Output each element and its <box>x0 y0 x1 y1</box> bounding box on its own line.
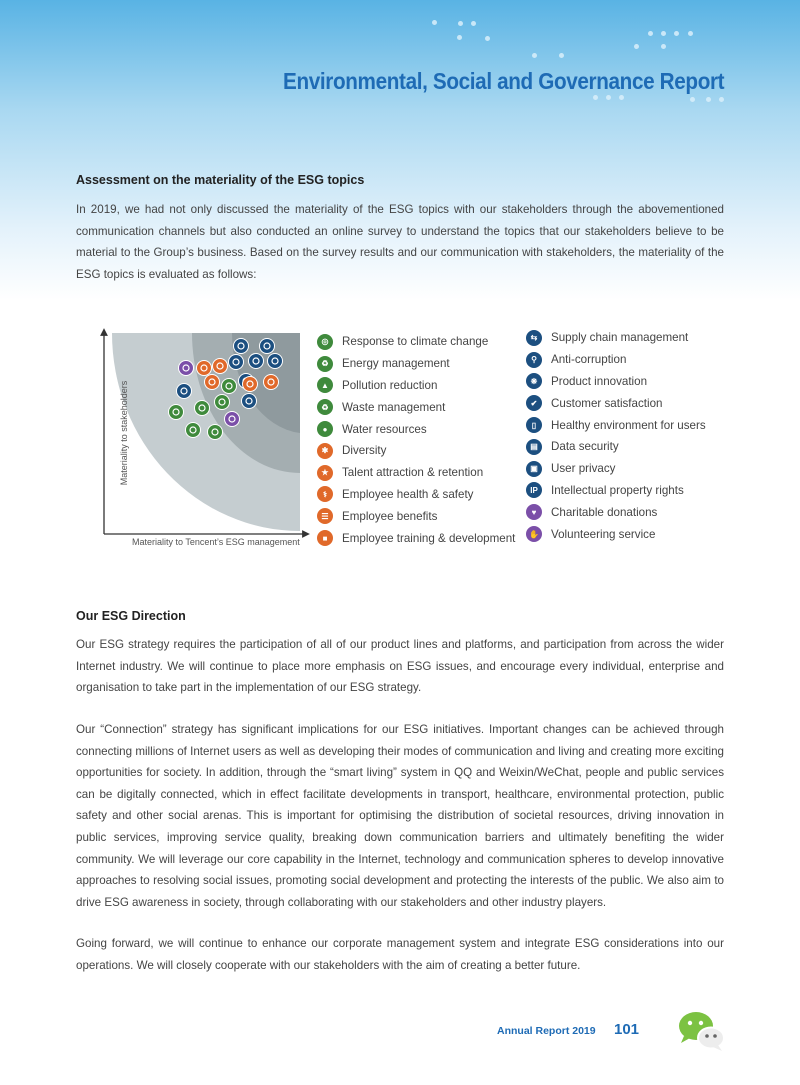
wechat-logo-icon <box>676 1009 728 1053</box>
volunteer-hand-icon: ✋ <box>526 526 542 542</box>
legend-label: Product innovation <box>551 374 648 388</box>
matrix-point-talent-icon <box>243 377 258 392</box>
matrix-point-graduation-cap-icon <box>205 375 220 390</box>
legend-label: Pollution reduction <box>342 378 438 392</box>
graduation-cap-icon: ■ <box>317 530 333 546</box>
legend-label: Charitable donations <box>551 505 658 519</box>
legend-label: Diversity <box>342 444 387 458</box>
legend-item-employee-training <box>317 527 515 549</box>
matrix-point-water-drop-icon <box>215 395 230 410</box>
matrix-point-recycle-icon <box>222 379 237 394</box>
supply-chain-icon: ⇆ <box>526 330 542 346</box>
legend-item-diversity <box>317 440 515 462</box>
legend-label: Employee health & safety <box>342 487 474 501</box>
globe-icon: ◎ <box>317 334 333 350</box>
recycle-icon: ♻ <box>317 399 333 415</box>
database-icon: ▤ <box>526 439 542 455</box>
magnifier-icon: ⚲ <box>526 352 542 368</box>
legend-item-supply-chain <box>526 327 706 349</box>
legend-item-volunteering-service <box>526 523 706 545</box>
matrix-point-mobile-icon <box>234 339 249 354</box>
legend-label: User privacy <box>551 462 616 476</box>
assessment-paragraph: In 2019, we had not only discussed the materiality of the ESG topics with our stakeholders through the abovementioned communication channels but also conducted an online survey to understand the topics that our stakeholders believe to be material to the Group’s business. Based on the survey results and our communication with stakeholders, the materiality of the ESG topics is evaluated as follows: <box>76 203 724 281</box>
direction-paragraph-2: Our “Connection” strategy has significant implications for our ESG initiatives. Important changes can be achieved through connecting millions of Internet users as well as developing their modes of communication and living and creating more exciting opportunities for society. In addition, through the “smart living” system in QQ and Weixin/WeChat, people and public services can be digitally connected, which in effect facilitate developments in transport, healthcare, environmental protection, public safety and other social arenas. This is important for optimising the distribution of societal resources, driving innovation in public services, improving service quality, breaking down communication barriers and ultimately benefiting the wider community. We will leverage our core capability in the Internet, technology and communication spheres to develop innovative approaches to resolving social issues, promoting social development and protecting the interests of the public. We also aim to drive ESG awareness in society, through collaborating with our stakeholders and other industry players. <box>76 723 724 909</box>
legend-right-column <box>526 327 706 545</box>
matrix-point-globe-icon <box>186 423 201 438</box>
assessment-heading: Assessment on the materiality of the ESG topics <box>76 173 365 187</box>
legend-label: Anti-corruption <box>551 353 627 367</box>
matrix-point-volunteer-hand-icon <box>179 361 194 376</box>
lock-icon: ▣ <box>526 461 542 477</box>
matrix-point-heart-hand-icon <box>225 412 240 427</box>
caduceus-icon: ⚕ <box>317 486 333 502</box>
direction-paragraph-3: Going forward, we will continue to enhance our corporate management system and integrate ESG considerations into our operations. We will closely cooperate with our stakeholders with the aim of creating a better future. <box>76 937 724 972</box>
legend-label: Volunteering service <box>551 527 656 541</box>
matrix-point-ip-icon <box>242 394 257 409</box>
people-group-icon: ✱ <box>317 443 333 459</box>
matrix-point-database-icon <box>260 339 275 354</box>
recycle-energy-icon: ♻ <box>317 356 333 372</box>
water-drop-icon: ● <box>317 421 333 437</box>
legend-item-intellectual-property <box>526 480 706 502</box>
matrix-point-recycle-energy-icon <box>195 401 210 416</box>
matrix-point-supply-chain-icon <box>177 384 192 399</box>
legend-item-user-privacy <box>526 458 706 480</box>
heart-hand-icon: ♥ <box>526 504 542 520</box>
talent-icon: ★ <box>317 465 333 481</box>
y-axis-label: Materiality to stakeholders <box>119 380 129 486</box>
matrix-point-lock-icon <box>249 354 264 369</box>
legend-label: Intellectual property rights <box>551 483 684 497</box>
legend-left-column <box>317 331 515 549</box>
mobile-icon: ▯ <box>526 417 542 433</box>
report-title: Environmental, Social and Governance Report <box>282 68 724 94</box>
legend-item-employee-benefits <box>317 505 515 527</box>
matrix-point-lightbulb-icon <box>268 354 283 369</box>
legend-label: Water resources <box>342 422 427 436</box>
legend-item-data-security <box>526 436 706 458</box>
matrix-point-factory-icon <box>169 405 184 420</box>
legend-item-product-innovation <box>526 371 706 393</box>
direction-paragraph-1: Our ESG strategy requires the participation of all of our product lines and platforms, and participation from across the wider Internet industry. We will continue to place more emphasis on ESG issues, and encourage every individual, enterprise and organisation to take part in the implementation of our ESG strategy. <box>76 638 724 695</box>
legend-item-climate-change <box>317 331 515 353</box>
legend-item-talent-attraction <box>317 462 515 484</box>
legend-item-employee-health <box>317 484 515 506</box>
legend-item-pollution-reduction <box>317 375 515 397</box>
legend-label: Talent attraction & retention <box>342 466 484 480</box>
legend-item-anti-corruption <box>526 349 706 371</box>
legend-label: Employee training & development <box>342 531 516 545</box>
legend-label: Healthy environment for users <box>551 418 706 432</box>
legend-label: Data security <box>551 440 619 454</box>
ip-icon: IP <box>526 482 542 498</box>
factory-icon: ▲ <box>317 377 333 393</box>
legend-item-energy-management <box>317 353 515 375</box>
footer-report-label: Annual Report 2019 <box>497 1025 596 1037</box>
legend-label: Customer satisfaction <box>551 396 663 410</box>
matrix-point-people-group-icon <box>264 375 279 390</box>
page-number: 101 <box>614 1021 640 1038</box>
matrix-point-recycle-icon <box>208 425 223 440</box>
direction-heading: Our ESG Direction <box>76 609 186 623</box>
legend-label: Energy management <box>342 357 450 371</box>
legend-label: Supply chain management <box>551 331 689 345</box>
legend-item-healthy-environment <box>526 414 706 436</box>
legend-item-charitable-donations <box>526 501 706 523</box>
legend-item-water-resources <box>317 418 515 440</box>
materiality-matrix <box>92 328 312 553</box>
thumbs-up-icon: ✔ <box>526 395 542 411</box>
legend-item-waste-management <box>317 396 515 418</box>
matrix-point-caduceus-icon <box>197 361 212 376</box>
matrix-point-benefits-icon <box>213 359 228 374</box>
legend-label: Employee benefits <box>342 509 438 523</box>
benefits-icon: ☰ <box>317 508 333 524</box>
legend-label: Waste management <box>342 400 446 414</box>
x-axis-label: Materiality to Tencent’s ESG management <box>132 537 300 547</box>
legend-label: Response to climate change <box>342 335 489 349</box>
legend-item-customer-satisfaction <box>526 392 706 414</box>
lightbulb-icon: ❋ <box>526 373 542 389</box>
matrix-point-magnifier-icon <box>229 355 244 370</box>
